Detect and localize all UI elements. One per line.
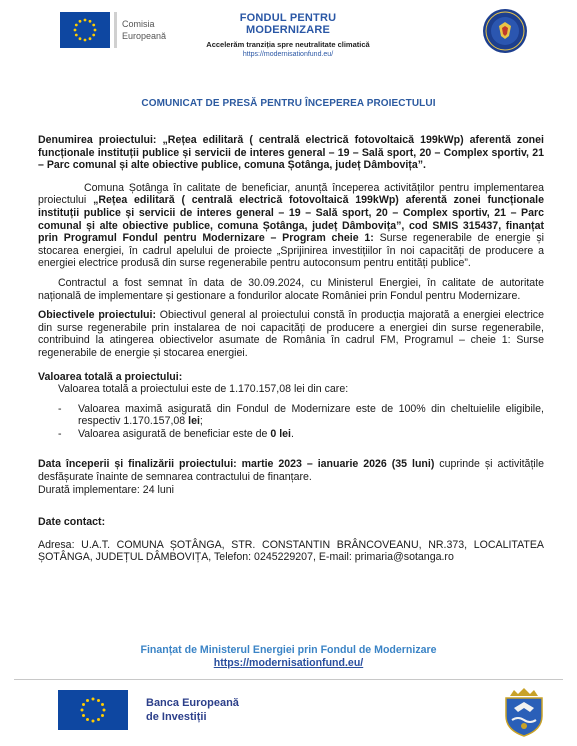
list-item: [38, 428, 544, 441]
announcement-paragraph: [38, 182, 544, 270]
contact-label: Date contact:: [38, 516, 106, 529]
financing-url-link[interactable]: https://modernisationfund.eu/: [213, 656, 364, 669]
announcement-project-bold: „Rețea edilitară ( centrală electrică fotovoltaică 199kWp) aferentă zonei funcționale instituții publice și servicii de interes general – 19 – Sală sport, 20 – Complex sportiv, 21 – Parc comunal și alte obiective publice, comuna Șotânga, județ Dâmbovița”, cod SMIS 315437, finanțat prin Programul Fondul pentru Modernizare – Program cheie 1:: [38, 194, 545, 245]
contract-paragraph: Contractul a fost semnat în data de 30.09.2024, cu Ministerul Energiei, în calitate de autoritate națională de implementare și gestionare a fondurilor alocate României prin Fondul pentru Modernizare.: [38, 276, 544, 302]
value-label: Valoarea totală a proiectului:: [38, 370, 183, 383]
project-name-paragraph: [38, 134, 544, 172]
value-item2-bold: 0 lei: [270, 427, 292, 440]
dates-rest: cuprinde și activitățile desfășurate înainte de semnarea contractului de finanțare.: [38, 458, 544, 484]
press-release-body: [38, 134, 544, 564]
announcement-intro: Comuna Șotânga în calitate de beneficiar, anunță începerea activităților pentru implementarea proiectului: [38, 181, 544, 207]
objectives-label: Obiectivele proiectului:: [38, 309, 156, 322]
european-commission-logo: [60, 12, 175, 50]
value-total-line: Valoarea totală a proiectului este de 1.170.157,08 lei din care:: [58, 383, 349, 396]
objectives-paragraph: [38, 309, 544, 359]
fund-name: FONDUL PENTRU MODERNIZARE: [239, 12, 337, 36]
financing-line: Finanțat de Ministerul Energiei prin Fondul de Modernizare: [140, 644, 437, 656]
eib-line2: de Investiții: [146, 711, 207, 723]
project-name-value: „Rețea edilitară ( centrală electrică fotovoltaică 199kWp) aferentă zonei funcționale instituții publice și servicii de interes general – 19 – Sală sport, 20 – Complex sportiv, 21 – Parc comunal și alte obiective publice, comuna Șotânga, județ Dâmbovița”.: [38, 134, 544, 172]
value-item1-end: ;: [199, 415, 203, 428]
eu-flag-icon: [60, 12, 110, 48]
objectives-text: Obiectivul general al proiectului constă în producția majorată a energiei electrice din surse regenerabile prin instalarea de noi capacități de producere a energiei din surse regenerabile, contribuind la atingerea obiectivelor asumate de România în cadrul FM, Programul – cheie 1: Surse regenerabile de energie și stocarea energiei.: [38, 309, 544, 359]
ec-line1: Comisia: [122, 19, 155, 29]
eib-line1: Banca Europeană: [146, 697, 239, 709]
value-item1-text: Valoarea maximă asigurată din Fondul de Modernizare este de 100% din cheltuielile eligibile, respectiv 1.170.157,08: [78, 402, 544, 428]
ec-logo-text: [122, 18, 166, 42]
contact-address: Adresa: U.A.T. COMUNA ȘOTÂNGA, STR. CONSTANTIN BRÂNCOVEANU, NR.373, LOCALITATEA ȘOTÂNGA, JUDEȚUL DÂMBOVIȚA, Telefon: 0245229207, E-mail: primaria@sotanga.ro: [38, 538, 544, 564]
footer-divider: [14, 679, 563, 680]
financing-note: [0, 644, 577, 669]
announcement-rest: Surse regenerabile de energie și stocarea energiei, în cadrul apelului de proiecte „Sprijinirea investițiilor în noi capacități de producere a energiei electrice produsă din surse regenerabile pentru autoconsum pentru entități publice”.: [38, 232, 545, 270]
fund-tagline: Accelerăm tranziția spre neutralitate climatică: [206, 40, 370, 49]
ec-line2: Europeană: [122, 31, 167, 41]
eib-logo-text: [146, 696, 239, 724]
modernisation-fund-header: [198, 12, 378, 58]
value-item2-text: Valoarea asigurată de beneficiar este de: [78, 427, 271, 440]
duration-line: Durată implementare: 24 luni: [38, 483, 175, 496]
sotanga-coat-of-arms-icon: [500, 686, 548, 738]
list-item: [38, 403, 544, 428]
list-dash: -: [58, 427, 62, 440]
dates-paragraph: [38, 458, 544, 483]
eib-eu-flag-icon: [58, 690, 128, 730]
value-item2-end: .: [291, 427, 294, 440]
fund-url-link[interactable]: https://modernisationfund.eu/: [242, 51, 334, 58]
list-dash: -: [58, 402, 62, 415]
logo-divider: [114, 12, 117, 48]
press-release-title: COMUNICAT DE PRESĂ PENTRU ÎNCEPEREA PROIECTULUI: [141, 98, 436, 109]
romanian-government-seal-icon: [482, 8, 528, 54]
eib-logo: [58, 688, 258, 732]
project-name-label: Denumirea proiectului:: [38, 134, 157, 146]
dates-bold: Data începerii și finalizării proiectului: martie 2023 – ianuarie 2026 (35 luni): [38, 458, 435, 471]
value-item1-bold: lei: [188, 415, 200, 428]
